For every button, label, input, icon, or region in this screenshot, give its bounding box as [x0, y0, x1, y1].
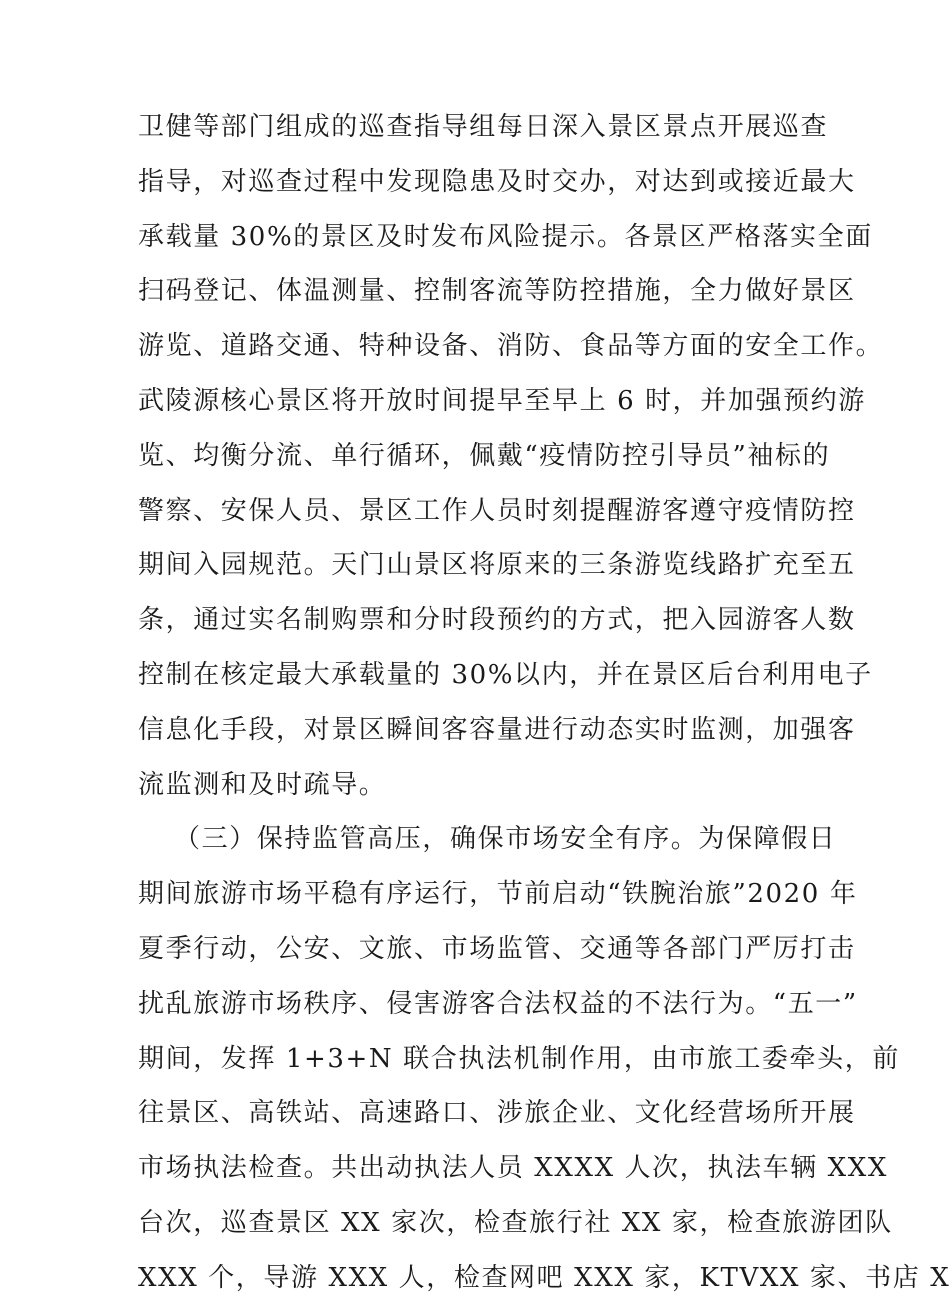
text-line: 卫健等部门组成的巡查指导组每日深入景区景点开展巡查 [138, 112, 829, 142]
text-line: 夏季行动，公安、文旅、市场监管、交通等各部门严厉打击 [138, 933, 856, 964]
text-line: 期间入园规范。天门山景区将原来的三条游览线路扩充至五 [138, 550, 856, 581]
text-line: 台次，巡查景区 XX 家次，检查旅行社 XX 家，检查旅游团队 [138, 1207, 893, 1238]
text-line: 武陵源核心景区将开放时间提早至早上 6 时，并加强预约游 [138, 385, 866, 416]
text-line: 期间，发挥 1+3+N 联合执法机制作用，由市旅工委牵头，前 [138, 1043, 900, 1074]
text-line: 信息化手段，对景区瞬间客容量进行动态实时监测，加强客 [138, 714, 856, 745]
text-line: 览、均衡分流、单行循环，佩戴“疫情防控引导员”袖标的 [138, 440, 831, 471]
section-heading-line: （三）保持监管高压，确保市场安全有序。为保障假日 [174, 824, 837, 855]
text-line: XXX 个，导游 XXX 人，检查网吧 XXX 家，KTVXX 家、书店 X [138, 1262, 950, 1293]
text-line: 流监测和及时疏导。 [138, 769, 387, 800]
text-line: 警察、安保人员、景区工作人员时刻提醒游客遵守疫情防控 [138, 495, 856, 526]
body-text [138, 100, 950, 1306]
text-line: 往景区、高铁站、高速路口、涉旅企业、文化经营场所开展 [138, 1098, 856, 1129]
text-line: 市场执法检查。共出动执法人员 XXXX 人次，执法车辆 XXX [138, 1153, 888, 1184]
text-line: 承载量 30%的景区及时发布风险提示。各景区严格落实全面 [138, 221, 873, 252]
text-line: 扰乱旅游市场秩序、侵害游客合法权益的不法行为。“五一” [138, 988, 858, 1019]
text-line: 控制在核定最大承载量的 30%以内，并在景区后台利用电子 [138, 659, 873, 690]
text-line: 游览、道路交通、特种设备、消防、食品等方面的安全工作。 [138, 331, 884, 362]
text-line: 条，通过实名制购票和分时段预约的方式，把入园游客人数 [138, 605, 856, 636]
text-line: 扫码登记、体温测量、控制客流等防控措施，全力做好景区 [138, 276, 856, 307]
text-line: 期间旅游市场平稳有序运行，节前启动“铁腕治旅”2020 年 [138, 879, 858, 910]
text-line: 指导，对巡查过程中发现隐患及时交办，对达到或接近最大 [138, 166, 856, 197]
